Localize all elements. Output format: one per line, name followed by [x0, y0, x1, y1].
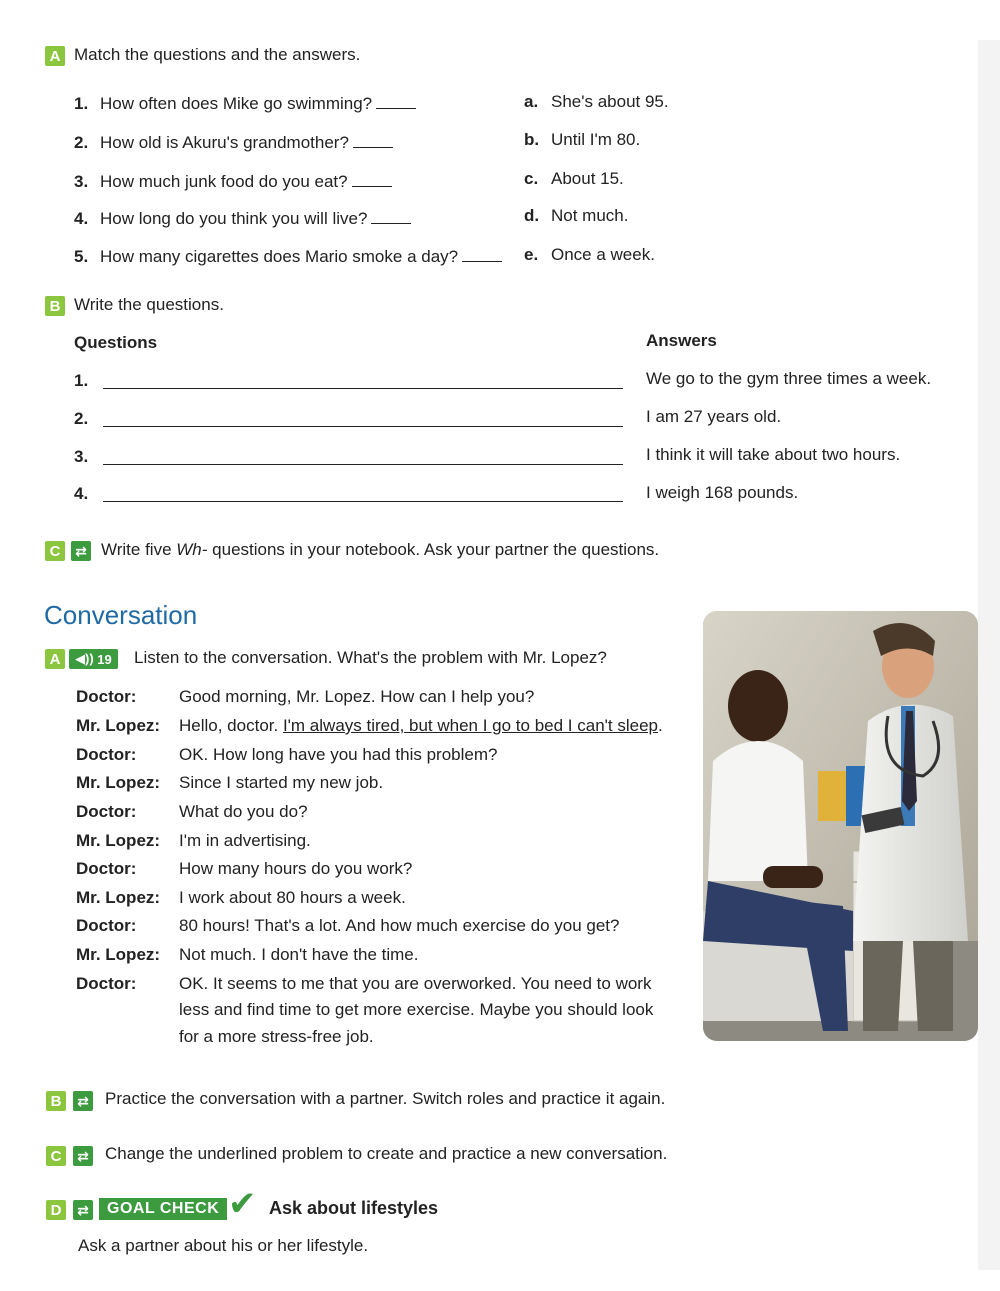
pair-work-icon: ⇄: [73, 1146, 93, 1166]
question-number: 4.: [74, 209, 89, 228]
write-question-number: 4.: [74, 484, 89, 503]
conversation-b-instruction: Practice the conversation with a partner. Switch roles and practice it again.: [105, 1089, 666, 1108]
section-b-badge: B: [45, 296, 65, 316]
dialogue-line: OK. It seems to me that you are overworked. You need to work: [179, 974, 652, 993]
write-question-line[interactable]: [103, 426, 623, 427]
dialogue-line: Good morning, Mr. Lopez. How can I help you?: [179, 687, 535, 706]
given-answer: We go to the gym three times a week.: [646, 369, 932, 388]
dialogue-line: OK. How long have you had this problem?: [179, 745, 498, 764]
question-text: How much junk food do you eat?: [100, 172, 392, 192]
speaker-label: Doctor:: [76, 745, 137, 764]
questions-header: Questions: [74, 333, 158, 352]
answer-option: Until I'm 80.: [551, 130, 641, 149]
dialogue-line: less and find time to get more exercise. Maybe you should look: [179, 1000, 654, 1019]
dialogue-line: 80 hours! That's a lot. And how much exercise do you get?: [179, 916, 620, 935]
answer-option: About 15.: [551, 169, 624, 188]
dialogue-line: I work about 80 hours a week.: [179, 888, 406, 907]
answer-letter: d.: [524, 206, 540, 225]
speaker-label: Doctor:: [76, 974, 137, 993]
dialogue-line: for a more stress-free job.: [179, 1027, 374, 1046]
speaker-label: Mr. Lopez:: [76, 888, 161, 907]
answer-letter: b.: [524, 130, 540, 149]
speaker-label: Doctor:: [76, 802, 137, 821]
goal-check-badge: GOAL CHECK: [99, 1198, 227, 1220]
dialogue-line: I'm in advertising.: [179, 831, 311, 850]
answer-blank[interactable]: [352, 172, 392, 187]
question-number: 5.: [74, 247, 89, 266]
section-c-instruction: Write five Wh- questions in your notebook. Ask your partner the questions.: [101, 540, 660, 559]
conversation-a-instruction: Listen to the conversation. What's the problem with Mr. Lopez?: [134, 648, 607, 667]
goal-check-instruction: Ask a partner about his or her lifestyle.: [78, 1236, 369, 1255]
answer-blank[interactable]: [462, 247, 502, 262]
question-text: How long do you think you will live?: [100, 209, 411, 229]
question-number: 3.: [74, 172, 89, 191]
given-answer: I weigh 168 pounds.: [646, 483, 799, 502]
question-text: How many cigarettes does Mario smoke a day?: [100, 247, 502, 267]
given-answer: I think it will take about two hours.: [646, 445, 901, 464]
pair-work-icon: ⇄: [73, 1200, 93, 1220]
write-question-number: 1.: [74, 371, 89, 390]
dialogue-line: Since I started my new job.: [179, 773, 384, 792]
question-text: How old is Akuru's grandmother?: [100, 133, 393, 153]
pair-work-icon: ⇄: [71, 541, 91, 561]
section-b-instruction: Write the questions.: [74, 295, 224, 314]
section-a-badge: A: [45, 46, 65, 66]
audio-track-button[interactable]: ◀)) 19: [69, 649, 118, 669]
goal-check-title: Ask about lifestyles: [269, 1198, 439, 1218]
pair-work-icon: ⇄: [73, 1091, 93, 1111]
dialogue-line: Hello, doctor. I'm always tired, but when I go to bed I can't sleep.: [179, 716, 663, 735]
conversation-c-badge: C: [46, 1146, 66, 1166]
photo-illustration: [703, 611, 978, 1041]
answer-letter: c.: [524, 169, 539, 188]
section-a-instruction: Match the questions and the answers.: [74, 45, 361, 64]
answer-blank[interactable]: [376, 94, 416, 109]
speaker-label: Mr. Lopez:: [76, 716, 161, 735]
dialogue-line: Not much. I don't have the time.: [179, 945, 419, 964]
write-question-line[interactable]: [103, 464, 623, 465]
dialogue-line: How many hours do you work?: [179, 859, 413, 878]
page-edge-shadow: [978, 40, 1000, 1270]
conversation-title: Conversation: [44, 600, 198, 630]
question-number: 1.: [74, 94, 89, 113]
doctor-patient-photo: [703, 611, 978, 1041]
conversation-b-badge: B: [46, 1091, 66, 1111]
conversation-d-badge: D: [46, 1200, 66, 1220]
answer-option: Not much.: [551, 206, 629, 225]
write-question-number: 3.: [74, 447, 89, 466]
speaker-label: Doctor:: [76, 859, 137, 878]
answer-letter: a.: [524, 92, 539, 111]
answer-option: Once a week.: [551, 245, 655, 264]
write-question-line[interactable]: [103, 388, 623, 389]
write-question-line[interactable]: [103, 501, 623, 502]
underlined-problem: I'm always tired, but when I go to bed I can't sleep: [282, 716, 658, 735]
section-c-badge: C: [45, 541, 65, 561]
speaker-label: Doctor:: [76, 916, 137, 935]
speaker-label: Mr. Lopez:: [76, 945, 161, 964]
question-number: 2.: [74, 133, 89, 152]
answer-letter: e.: [524, 245, 539, 264]
write-question-number: 2.: [74, 409, 89, 428]
question-text: How often does Mike go swimming?: [100, 94, 416, 114]
audio-speaker-icon: ◀)): [75, 651, 98, 666]
speaker-label: Mr. Lopez:: [76, 831, 161, 850]
speaker-label: Doctor:: [76, 687, 137, 706]
answer-option: She's about 95.: [551, 92, 669, 111]
given-answer: I am 27 years old.: [646, 407, 782, 426]
dialogue-line: What do you do?: [179, 802, 308, 821]
checkmark-icon: ✔: [228, 1185, 257, 1223]
answer-blank[interactable]: [353, 133, 393, 148]
conversation-a-badge: A: [45, 649, 65, 669]
answers-header: Answers: [646, 331, 717, 350]
conversation-c-instruction: Change the underlined problem to create and practice a new conversation.: [105, 1144, 668, 1163]
speaker-label: Mr. Lopez:: [76, 773, 161, 792]
answer-blank[interactable]: [371, 209, 411, 224]
